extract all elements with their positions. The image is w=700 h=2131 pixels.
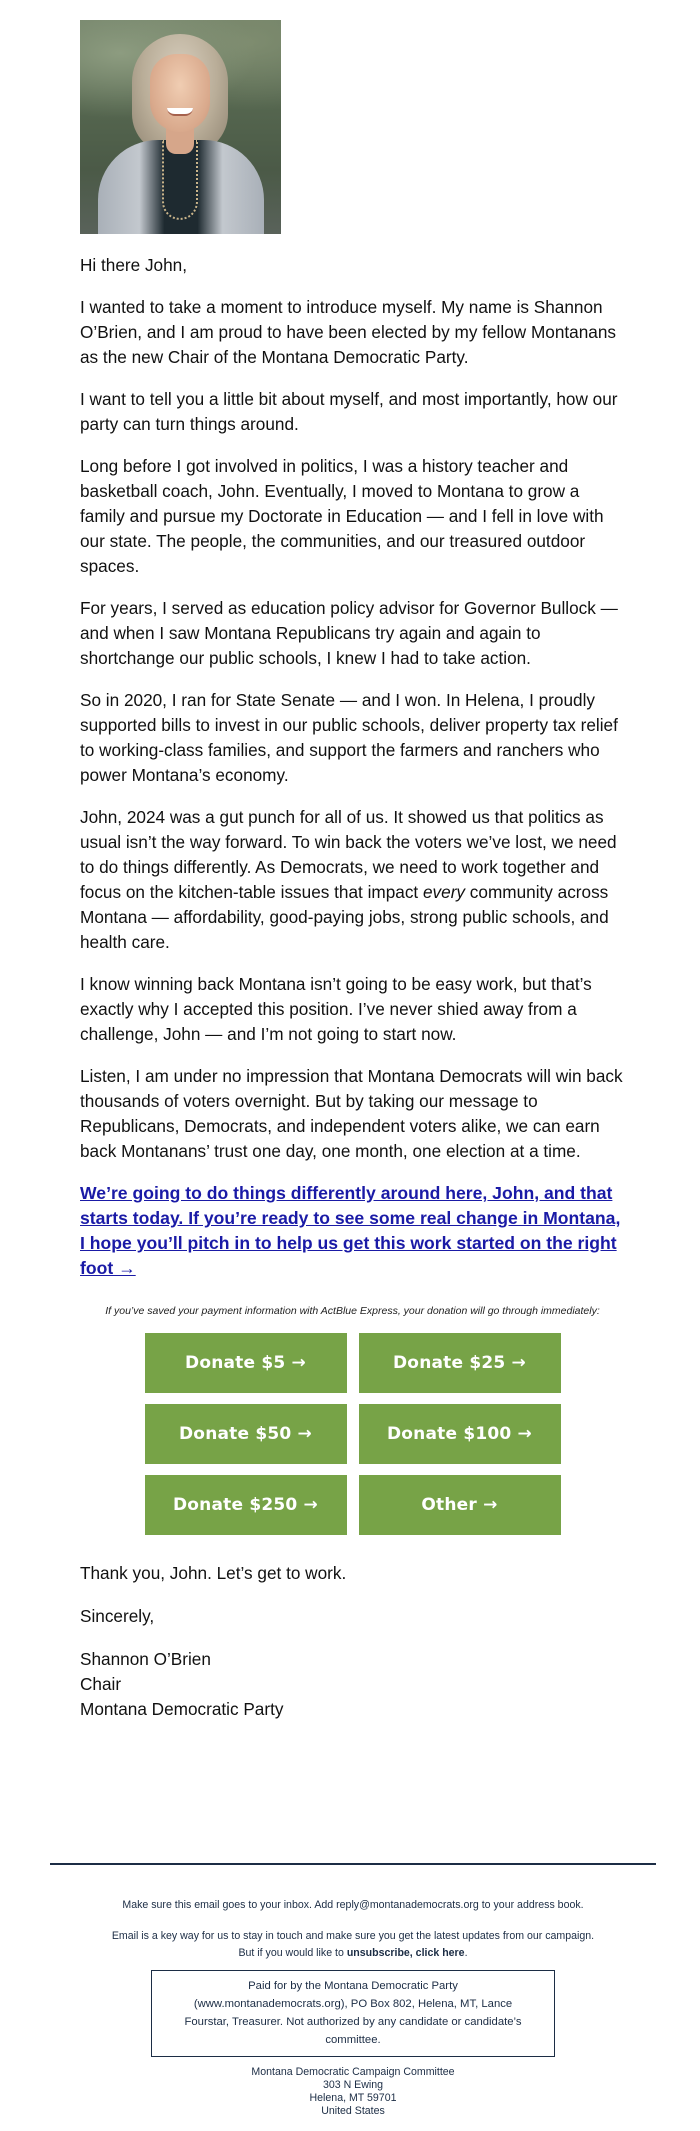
paid-for-disclaimer: Paid for by the Montana Democratic Party (www.montanademocrats.org), PO Box 802, Helena, MT, Lance Fourstar, Treasurer. Not authorized by any candidate or candidate’s committee. [151, 1970, 555, 2057]
email-body [80, 20, 625, 1722]
address-line: Helena, MT 59701 [309, 2092, 397, 2104]
sender-photo [80, 20, 281, 234]
keyway-note: Email is a key way for us to stay in touch and make sure you get the latest updates from our campaign. [111, 1930, 595, 1942]
donate-50-button[interactable]: Donate $50 → [145, 1404, 347, 1464]
address-line: Montana Democratic Campaign Committee [251, 2066, 455, 2078]
emphasis-text: every [422, 882, 466, 902]
donate-button-grid [145, 1333, 561, 1535]
unsubscribe-prefix: But if you would like to [238, 1947, 347, 1959]
unsubscribe-suffix: . [464, 1947, 468, 1959]
paragraph: I want to tell you a little bit about myself, and most importantly, how our party can turn things around. [80, 389, 618, 434]
unsubscribe-link[interactable]: unsubscribe, click here [346, 1947, 465, 1959]
paragraph: I wanted to take a moment to introduce myself. My name is Shannon O’Brien, and I am proud to have been elected by my fellow Montanans as the new Chair of the Montana Democratic Party. [80, 297, 616, 367]
greeting: Hi there John, [80, 255, 188, 275]
signer-title: Chair [80, 1674, 122, 1694]
donate-100-button[interactable]: Donate $100 → [359, 1404, 561, 1464]
donate-other-button[interactable]: Other → [359, 1475, 561, 1535]
paragraph: Listen, I am under no impression that Montana Democrats will win back thousands of voters overnight. But by taking our message to Republicans, Democrats, and independent voters alike, we can earn back Montanans’ trust one day, one month, one election at a time. [80, 1066, 623, 1161]
donate-250-button[interactable]: Donate $250 → [145, 1475, 347, 1535]
inbox-note: Make sure this email goes to your inbox. Add reply@montanademocrats.org to your address book. [122, 1899, 584, 1911]
unsubscribe-line [50, 1945, 656, 1962]
paragraph-text: community across Montana — affordability, good-paying jobs, strong public schools, and health care. [80, 882, 609, 952]
address-line: United States [321, 2105, 385, 2117]
paragraph: I know winning back Montana isn’t going to be easy work, but that’s exactly why I accepted this position. I’ve never shied away from a challenge, John — and I’m not going to start now. [80, 974, 592, 1044]
address-line: 303 N Ewing [322, 2079, 384, 2091]
donate-cta-link[interactable]: We’re going to do things differently around here, John, and that starts today. If you’re ready to see some real change in Montana, I hope you’ll pitch in to help us get this work started on the right foot → [80, 1183, 621, 1278]
email-footer [50, 1863, 656, 2118]
donate-5-button[interactable]: Donate $5 → [145, 1333, 347, 1393]
signature-block [80, 1647, 625, 1722]
paragraph: For years, I served as education policy advisor for Governor Bullock — and when I saw Montana Republicans try again and again to shortchange our public schools, I knew I had to take action. [80, 598, 618, 668]
paragraph-text: John, 2024 was a gut punch for all of us. It showed us that politics as usual isn’t the way forward. To win back the voters we’ve lost, we need to do things differently. As Democrats, we need to work together and focus on the kitchen-table issues that impact [80, 807, 617, 902]
thanks-line: Thank you, John. Let’s get to work. [80, 1563, 347, 1583]
closing [80, 1561, 625, 1722]
paragraph-every [80, 805, 625, 955]
paragraph: Long before I got involved in politics, I was a history teacher and basketball coach, John. Eventually, I moved to Montana to grow a family and pursue my Doctorate in Education — and I fell in love with our state. The people, the communities, and our treasured outdoor spaces. [80, 456, 604, 576]
paragraph: So in 2020, I ran for State Senate — and I won. In Helena, I proudly supported bills to invest in our public schools, deliver property tax relief to working-class families, and support the farmers and ranchers who power Montana’s economy. [80, 690, 618, 785]
donate-25-button[interactable]: Donate $25 → [359, 1333, 561, 1393]
signoff: Sincerely, [80, 1606, 155, 1626]
signer-org: Montana Democratic Party [80, 1699, 284, 1719]
signer-name: Shannon O’Brien [80, 1649, 211, 1669]
mailing-address [50, 2066, 656, 2118]
actblue-note: If you’ve saved your payment information with ActBlue Express, your donation will go through immediately: [105, 1305, 600, 1317]
